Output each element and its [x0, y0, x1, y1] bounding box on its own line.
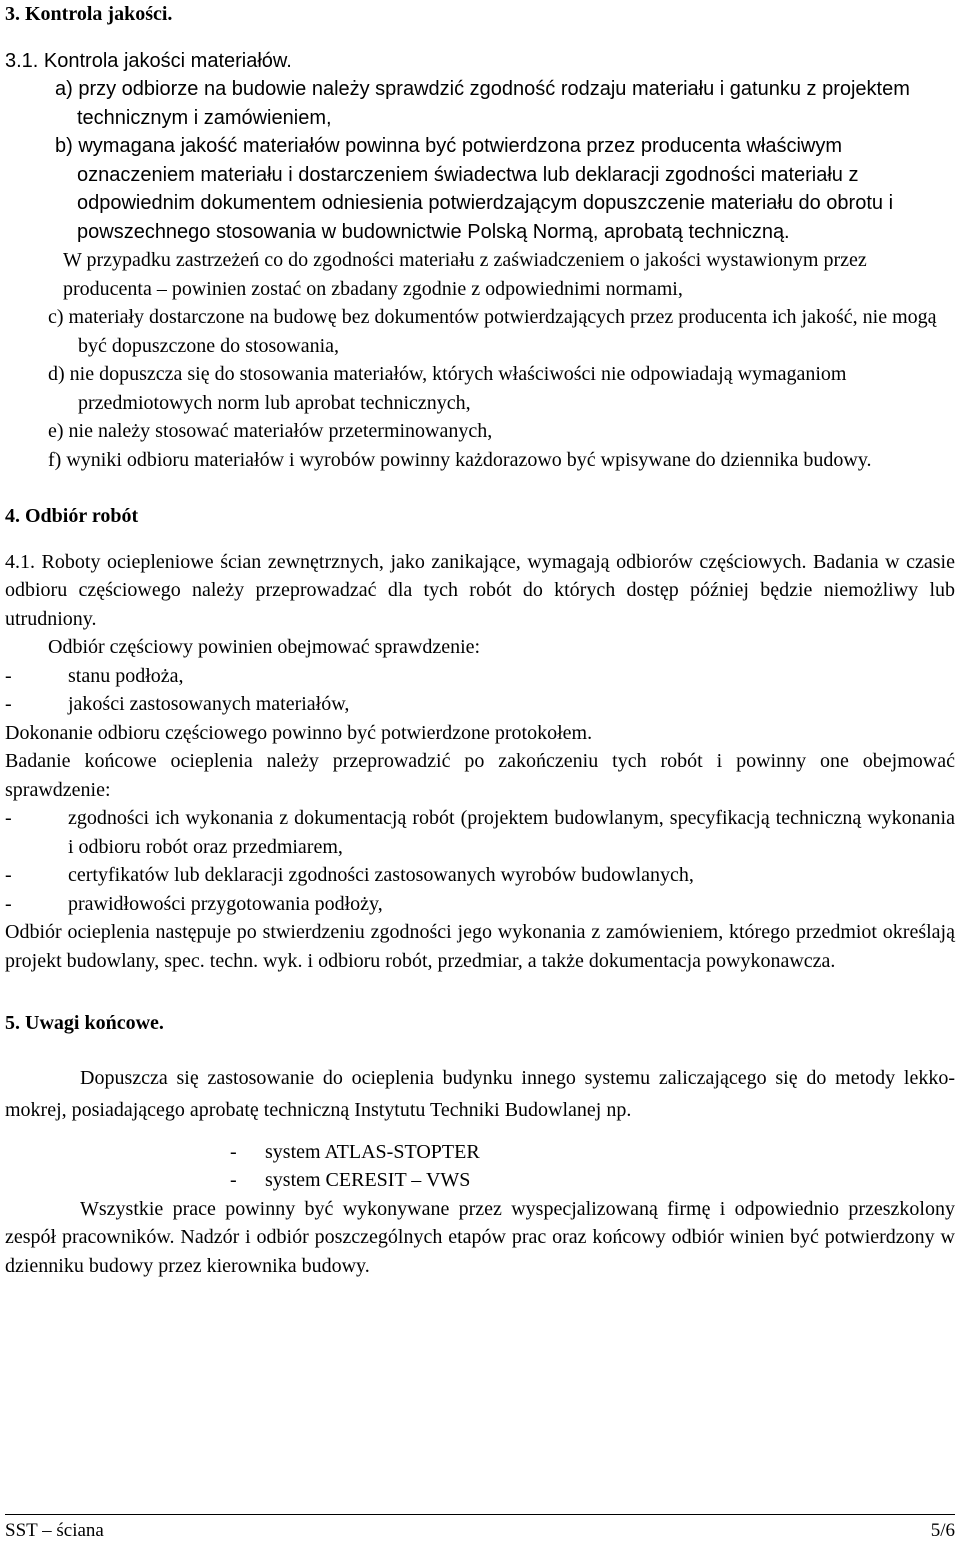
- item-c: c) materiały dostarczone na budowę bez dokumentów potwierdzających przez producenta ich jakość, nie mogą być dopuszczone do stosowania,: [48, 306, 937, 357]
- materials-checklist: [5, 75, 955, 246]
- list-item: - jakości zastosowanych materiałów,: [5, 693, 350, 715]
- item-d: d) nie dopuszcza się do stosowania materiałów, których właściwości nie odpowiadają wymaganiom przedmiotowych norm lub aprobat technicznych,: [48, 363, 847, 414]
- list-item: - prawidłowości przygotowania podłoży,: [5, 892, 383, 915]
- item-b-continuation: W przypadku zastrzeżeń co do zgodności materiału z zaświadczeniem o jakości wystawionym przez producenta – powinien zostać on zbadany zgodnie z odpowiednimi normami,: [63, 249, 867, 300]
- systems-list: [5, 1138, 955, 1195]
- section-3-heading: 3. Kontrola jakości.: [5, 3, 173, 25]
- section-4-paragraph-4: Badanie końcowe ocieplenia należy przeprowadzić po zakończeniu tych robót i powinny one obejmować sprawdzenie:: [5, 750, 955, 801]
- section-4-heading: 4. Odbiór robót: [5, 505, 139, 527]
- section-3-body: [5, 47, 955, 247]
- item-b: b) wymagana jakość materiałów powinna być potwierdzona przez producenta właściwym oznaczeniem materiału i dostarczeniem świadectwa lub deklaracji zgodności materiału z odpowiednim dokumentem odniesienia potwierdzającym dopuszczenie materiału do obrotu i powszechnego stosowania w budownictwie Polską Normą, aprobatą techniczną.: [55, 135, 894, 243]
- section-4-paragraph-3: Dokonanie odbioru częściowego powinno być potwierdzone protokołem.: [5, 721, 593, 744]
- item-f: f) wyniki odbioru materiałów i wyrobów powinny każdorazowo być wpisywane do dziennika budowy.: [48, 448, 872, 471]
- section-4-paragraph-2: Odbiór częściowy powinien obejmować sprawdzenie:: [48, 636, 481, 658]
- list-item: - stanu podłoża,: [5, 664, 184, 687]
- document-page: [5, 0, 955, 1280]
- subsection-3-1-heading: 3.1. Kontrola jakości materiałów.: [5, 49, 292, 72]
- section-5-heading: 5. Uwagi końcowe.: [5, 1012, 164, 1034]
- item-e: e) nie należy stosować materiałów przeterminowanych,: [48, 420, 493, 442]
- section-5-paragraph-2: Wszystkie prace powinny być wykonywane przez wyspecjalizowaną firmę i odpowiednio przeszkolony zespół pracowników. Nadzór i odbiór poszczególnych etapów prac oraz końcowy odbiór winien być potwierdzony w dzienniku budowy przez kierownika budowy.: [5, 1197, 955, 1277]
- section-5-paragraph-1: Dopuszcza się zastosowanie do ocieplenia budynku innego systemu zaliczającego się do metody lekko-mokrej, posiadającego aprobatę techniczną Instytutu Techniki Budowlanej np.: [5, 1066, 955, 1121]
- item-a: a) przy odbiorze na budowie należy sprawdzić zgodność rodzaju materiału i gatunku z projektem technicznym i zamówieniem,: [55, 78, 910, 129]
- list-item: - system CERESIT – VWS: [230, 1169, 471, 1191]
- page-footer: [5, 1514, 955, 1546]
- partial-inspection-list: [5, 662, 955, 719]
- list-item: - zgodności ich wykonania z dokumentacją robót (projektem budowlanym, specyfikacją techniczną wykonania i odbioru robót oraz przedmiarem,: [5, 807, 955, 858]
- final-inspection-list: [5, 804, 955, 918]
- footer-page-number: 5/6: [930, 1520, 955, 1541]
- list-item: - system ATLAS-STOPTER: [230, 1140, 480, 1163]
- materials-checklist-serif: [5, 246, 955, 474]
- section-4-paragraph-1: 4.1. Roboty ociepleniowe ścian zewnętrznych, jako zanikające, wymagają odbiorów częściowych. Badania w czasie odbioru częściowego należy przeprowadzać dla tych robót do których dostęp później będzie niemożliwy lub utrudniony.: [5, 550, 955, 630]
- footer-document-name: SST – ściana: [5, 1520, 104, 1541]
- section-4-paragraph-5: Odbiór ocieplenia następuje po stwierdzeniu zgodności jego wykonania z zamówieniem, którego przedmiot określają projekt budowlany, spec. techn. wyk. i odbioru robót, przedmiar, a także dokumentacja powykonawcza.: [5, 921, 955, 972]
- list-item: - certyfikatów lub deklaracji zgodności zastosowanych wyrobów budowlanych,: [5, 864, 694, 886]
